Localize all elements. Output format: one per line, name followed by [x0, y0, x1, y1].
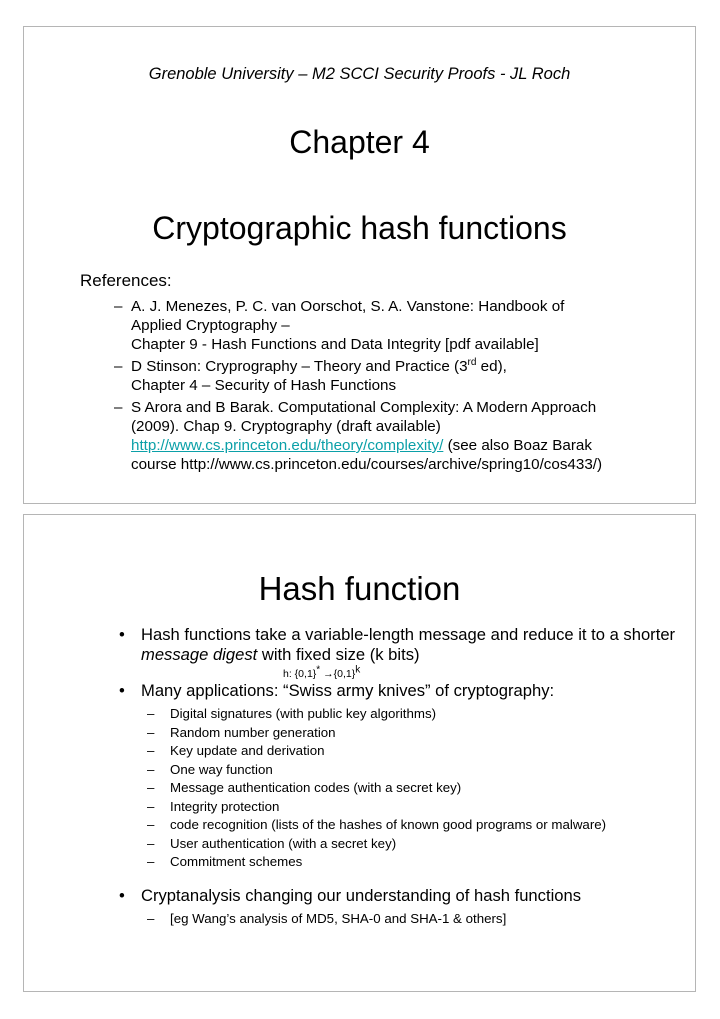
- reference-item: [114, 357, 684, 395]
- slide-2: [23, 514, 696, 992]
- reference-line: [131, 436, 684, 455]
- complexity-link[interactable]: http://www.cs.princeton.edu/theory/complexity/: [131, 437, 444, 454]
- chapter-heading: Chapter 4: [289, 124, 430, 160]
- reference-line: Chapter 4 – Security of Hash Functions: [131, 377, 397, 394]
- slide-header: Grenoble University – M2 SCCI Security Proofs - JL Roch: [148, 65, 571, 83]
- reference-text: ed),: [476, 358, 507, 375]
- reference-item: [114, 398, 684, 474]
- reference-line: course http://www.cs.princeton.edu/courses/archive/spring10/cos433/): [131, 456, 603, 473]
- list-item: – code recognition (lists of the hashes of known good programs or malware): [147, 816, 678, 835]
- formula-text: h: {0,1}: [283, 668, 317, 680]
- reference-line: Applied Cryptography –: [131, 317, 290, 334]
- bullet-item: [118, 625, 678, 681]
- superscript: k: [355, 664, 361, 676]
- bullet-item: [118, 886, 678, 929]
- slide-title: Cryptographic hash functions: [152, 210, 567, 246]
- reference-line: (2009). Chap 9. Cryptography (draft available): [131, 418, 441, 435]
- reference-line: – A. J. Menezes, P. C. van Oorschot, S. A. Vanstone: Handbook of: [131, 298, 565, 315]
- bullet-text: Many applications: “Swiss army knives” of cryptography:: [141, 681, 555, 700]
- list-item: – [eg Wang’s analysis of MD5, SHA-0 and SHA-1 & others]: [147, 910, 678, 929]
- reference-line: – S Arora and B Barak. Computational Complexity: A Modern Approach: [131, 399, 597, 416]
- list-item: – Key update and derivation: [147, 742, 678, 761]
- slide-1: [23, 26, 696, 504]
- list-item: – Digital signatures (with public key algorithms): [147, 705, 678, 724]
- list-item: – Message authentication codes (with a secret key): [147, 779, 678, 798]
- references-list: [114, 297, 684, 477]
- reference-item: [114, 297, 684, 354]
- superscript: rd: [467, 356, 477, 368]
- reference-text: (see also Boaz Barak: [443, 437, 592, 454]
- bullet-text: Hash functions take a variable-length message and reduce it to a shorter: [141, 625, 676, 644]
- applications-list: [141, 705, 678, 872]
- list-item: – Commitment schemes: [147, 853, 678, 872]
- reference-line: [131, 357, 684, 376]
- emphasis-text: message digest: [141, 645, 258, 664]
- bullet-item: [118, 681, 678, 872]
- bullet-text: with fixed size (k bits): [257, 645, 420, 664]
- formula-text: →{0,1}: [320, 668, 356, 680]
- superscript: *: [316, 664, 321, 676]
- list-item: – One way function: [147, 761, 678, 780]
- reference-line: Chapter 9 - Hash Functions and Data Integrity [pdf available]: [131, 336, 539, 353]
- list-item: – User authentication (with a secret key): [147, 835, 678, 854]
- bullet-text: Cryptanalysis changing our understanding of hash functions: [141, 885, 582, 905]
- list-item: – Integrity protection: [147, 798, 678, 817]
- spacer: [118, 872, 678, 886]
- references-label: References:: [80, 271, 172, 290]
- slide-title: Hash function: [258, 570, 461, 607]
- list-item: – Random number generation: [147, 724, 678, 743]
- reference-text: D Stinson: Cryprography – Theory and Practice (3: [131, 358, 468, 375]
- hash-formula: [283, 664, 678, 681]
- sub-list: [141, 910, 678, 929]
- bullet-list: [118, 625, 678, 928]
